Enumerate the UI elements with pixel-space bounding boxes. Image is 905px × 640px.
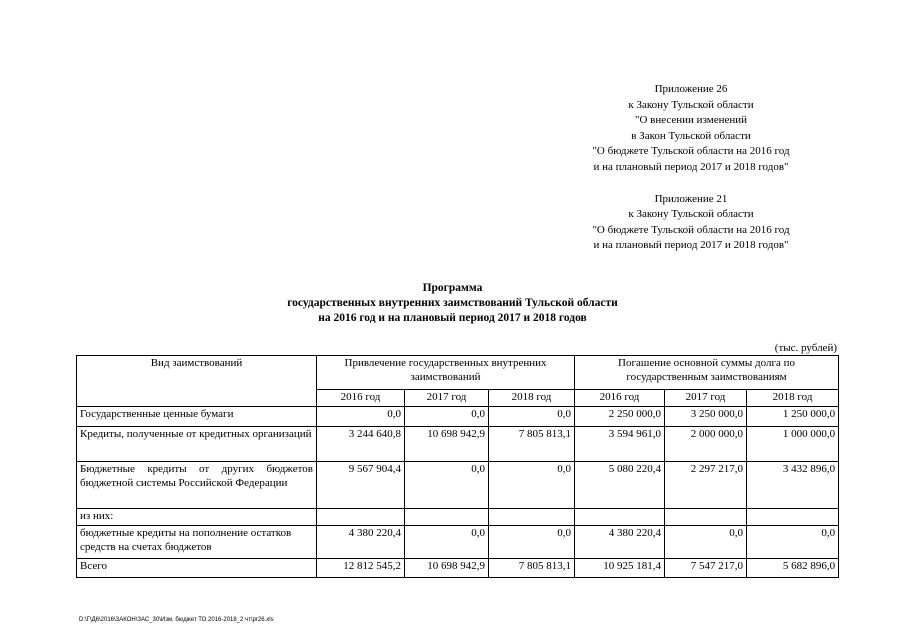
- appendix-21-block: [565, 192, 817, 254]
- cell-value: 3 594 961,0: [575, 427, 665, 462]
- row-label: Бюджетные кредиты от других бюджетов бюджетной системы Российской Федерации: [77, 462, 317, 509]
- row-label: Кредиты, полученные от кредитных организаций: [77, 427, 317, 462]
- row-label: из них:: [77, 509, 317, 526]
- cell-value: 0,0: [489, 526, 575, 559]
- appendix-number: Приложение 26: [654, 83, 728, 95]
- cell-value: [317, 509, 405, 526]
- cell-value: 10 925 181,4: [575, 559, 665, 578]
- cell-value: 3 244 640,8: [317, 427, 405, 462]
- title-program: Программа: [422, 282, 483, 294]
- table-row: [77, 462, 839, 509]
- appendix-26-block: [565, 82, 817, 176]
- cell-value: 0,0: [317, 407, 405, 427]
- appendix-planning-period: и на плановый период 2017 и 2018 годов": [593, 160, 789, 173]
- header-attraction: Привлечение государственных внутренних заимствований: [317, 356, 575, 390]
- cell-value: 4 380 220,4: [575, 526, 665, 559]
- cell-value: 0,0: [665, 526, 747, 559]
- cell-value: 0,0: [489, 462, 575, 509]
- appendix-law-ref-2: в Закон Тульской области: [631, 129, 751, 142]
- header-borrowing-type: Вид заимствований: [77, 356, 317, 407]
- cell-value: [489, 509, 575, 526]
- cell-value: 0,0: [405, 407, 489, 427]
- cell-value: 0,0: [747, 526, 839, 559]
- cell-value: 2 000 000,0: [665, 427, 747, 462]
- row-label: Всего: [77, 559, 317, 578]
- cell-value: 9 567 904,4: [317, 462, 405, 509]
- units-label: (тыс. рублей): [774, 342, 837, 354]
- appendix-original-budget-law: "О бюджете Тульской области на 2016 год: [592, 223, 790, 236]
- cell-value: 2 297 217,0: [665, 462, 747, 509]
- appendix-amendment: "О внесении изменений: [634, 114, 748, 127]
- header-year: 2018 год: [747, 390, 839, 407]
- table-row: [77, 526, 839, 559]
- cell-value: 7 805 813,1: [489, 427, 575, 462]
- cell-value: 3 432 896,0: [747, 462, 839, 509]
- cell-value: 1 250 000,0: [747, 407, 839, 427]
- cell-value: 1 000 000,0: [747, 427, 839, 462]
- borrowing-program-table: [76, 355, 839, 578]
- cell-value: 2 250 000,0: [575, 407, 665, 427]
- appendix-original-number: Приложение 21: [654, 192, 728, 205]
- cell-value: 3 250 000,0: [665, 407, 747, 427]
- row-label: бюджетные кредиты на пополнение остатков средств на счетах бюджетов: [77, 526, 317, 559]
- cell-value: 0,0: [405, 526, 489, 559]
- cell-value: 10 698 942,9: [405, 427, 489, 462]
- header-year: 2016 год: [575, 390, 665, 407]
- header-year: 2017 год: [665, 390, 747, 407]
- cell-value: 7 805 813,1: [489, 559, 575, 578]
- cell-value: [405, 509, 489, 526]
- header-year: 2016 год: [317, 390, 405, 407]
- table-row: [77, 509, 839, 526]
- document-title: [0, 281, 905, 326]
- table-row: [77, 407, 839, 427]
- cell-value: 0,0: [405, 462, 489, 509]
- file-path-footer: D:\Г\Д6\2016\ЗАКОН\ЗАС_30\Изм. бюджет ТО 2016-2018_2 чт\pr26.xls: [79, 617, 274, 623]
- cell-value: 4 380 220,4: [317, 526, 405, 559]
- cell-value: 7 547 217,0: [665, 559, 747, 578]
- cell-value: 12 812 545,2: [317, 559, 405, 578]
- appendix-header: [565, 82, 817, 254]
- cell-value: 0,0: [489, 407, 575, 427]
- cell-value: [747, 509, 839, 526]
- cell-value: 5 080 220,4: [575, 462, 665, 509]
- title-subject: государственных внутренних заимствований Тульской области: [287, 297, 618, 309]
- appendix-original-law-ref: к Закону Тульской области: [628, 208, 754, 221]
- cell-value: 10 698 942,9: [405, 559, 489, 578]
- cell-value: 5 682 896,0: [747, 559, 839, 578]
- table-row: [77, 427, 839, 462]
- row-label: Государственные ценные бумаги: [77, 407, 317, 427]
- header-repayment: Погашение основной суммы долга по государственным заимствованиям: [575, 356, 839, 390]
- cell-value: [665, 509, 747, 526]
- appendix-law-ref: к Закону Тульской области: [628, 98, 754, 111]
- appendix-original-planning-period: и на плановый период 2017 и 2018 годов": [593, 239, 789, 252]
- appendix-budget-law: "О бюджете Тульской области на 2016 год: [592, 145, 790, 158]
- header-year: 2017 год: [405, 390, 489, 407]
- title-period: на 2016 год и на плановый период 2017 и 2018 годов: [318, 312, 587, 324]
- header-year: 2018 год: [489, 390, 575, 407]
- table-row-total: [77, 559, 839, 578]
- cell-value: [575, 509, 665, 526]
